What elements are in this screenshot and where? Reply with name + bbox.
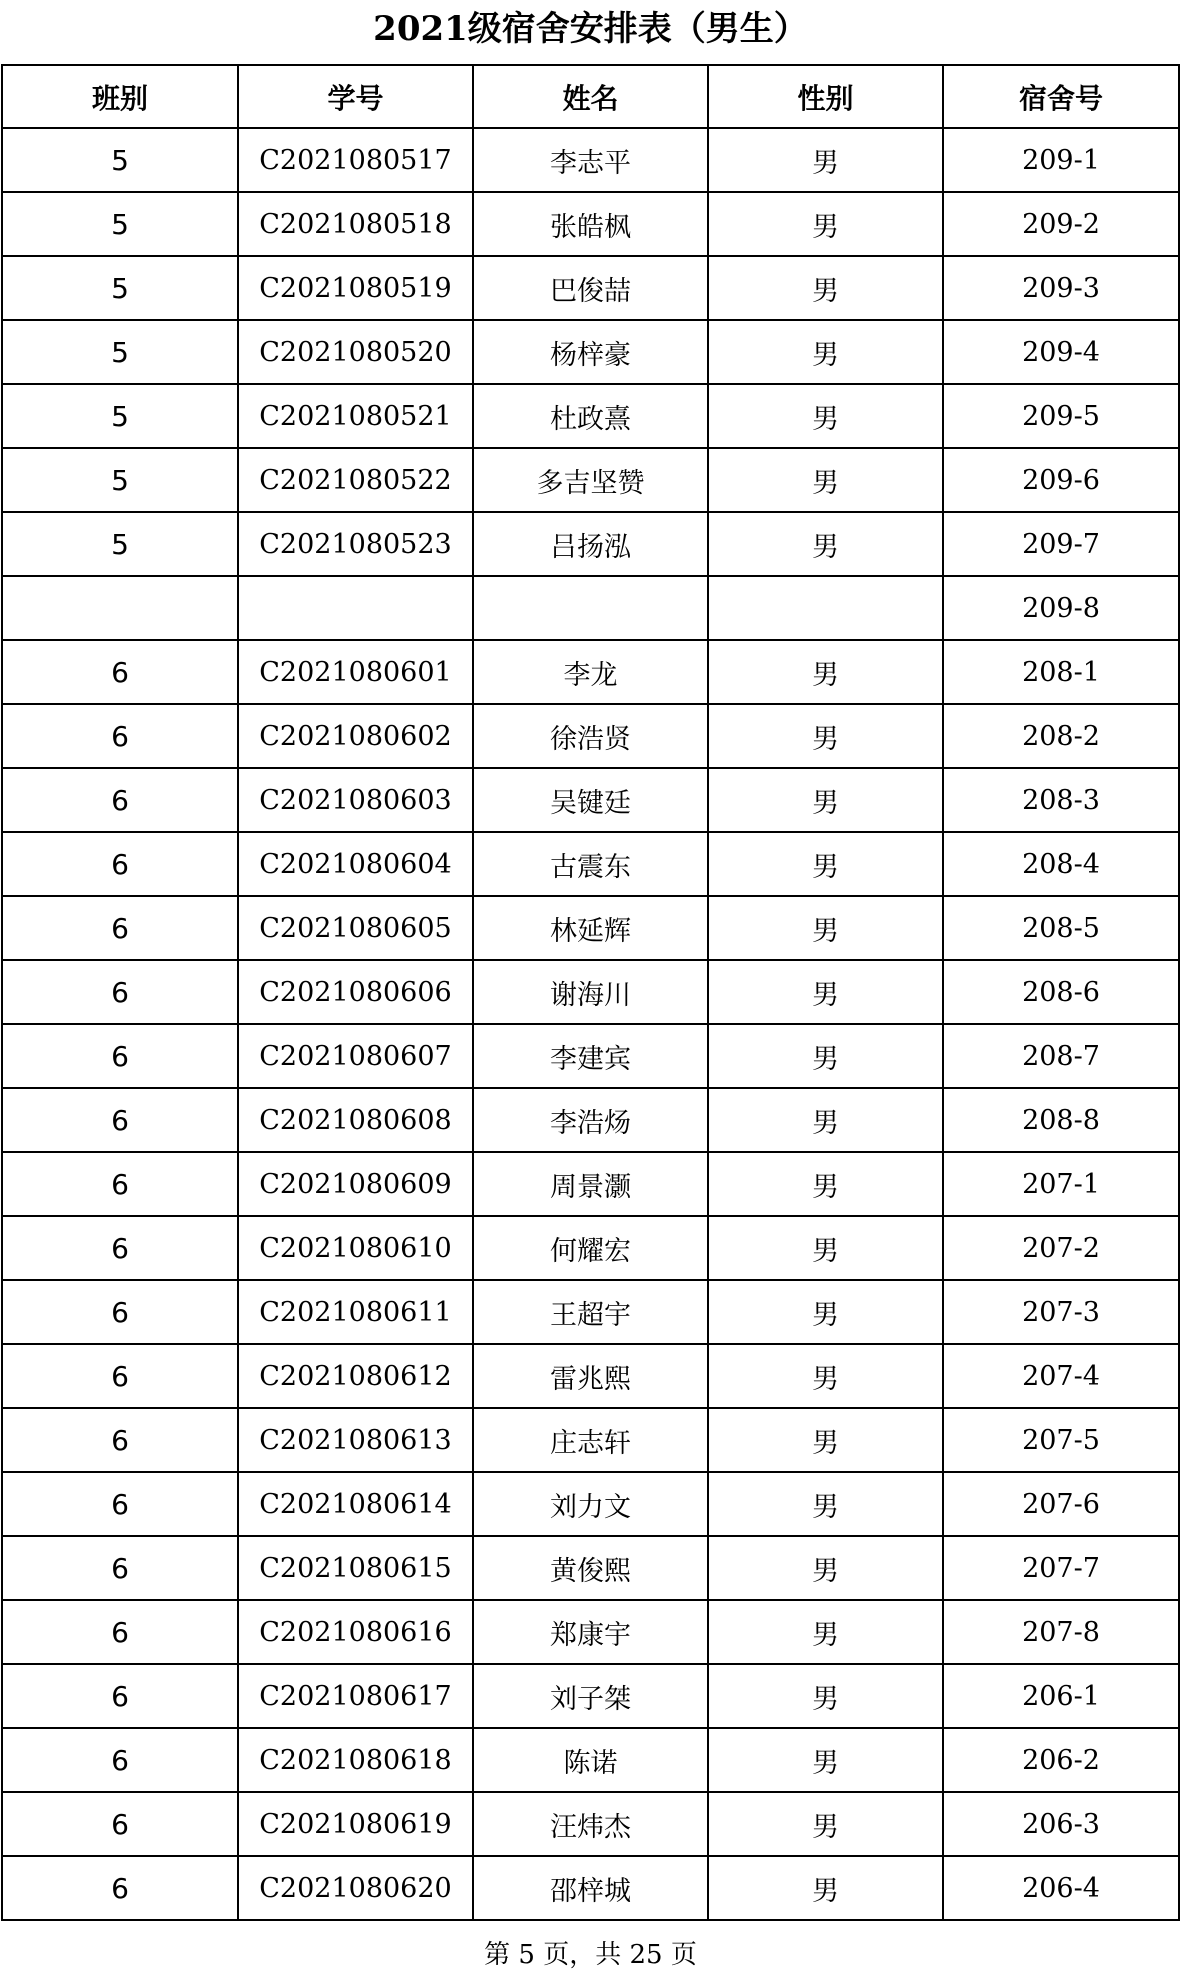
table-row: [2, 1472, 1179, 1536]
cell-class: 6: [2, 1600, 238, 1664]
table-row: [2, 1536, 1179, 1600]
table-row: [2, 1856, 1179, 1920]
cell-student-id: C2021080609: [238, 1152, 473, 1216]
table-body: [2, 128, 1179, 1920]
cell-class: 6: [2, 1664, 238, 1728]
cell-dorm-number: 207-2: [943, 1216, 1179, 1280]
cell-name: 黄俊熙: [473, 1536, 708, 1600]
cell-gender: 男: [708, 704, 943, 768]
cell-gender: 男: [708, 896, 943, 960]
cell-gender: 男: [708, 832, 943, 896]
header-name: 姓名: [473, 65, 708, 128]
table-row: [2, 1600, 1179, 1664]
cell-student-id: [238, 576, 473, 640]
table-row: [2, 640, 1179, 704]
table-row: [2, 1664, 1179, 1728]
cell-name: 杜政熹: [473, 384, 708, 448]
cell-name: 刘力文: [473, 1472, 708, 1536]
header-dorm-number: 宿舍号: [943, 65, 1179, 128]
cell-student-id: C2021080522: [238, 448, 473, 512]
cell-student-id: C2021080618: [238, 1728, 473, 1792]
cell-class: 6: [2, 768, 238, 832]
cell-class: 6: [2, 1728, 238, 1792]
cell-student-id: C2021080619: [238, 1792, 473, 1856]
cell-class: 6: [2, 832, 238, 896]
cell-class: 5: [2, 128, 238, 192]
cell-class: 6: [2, 1536, 238, 1600]
table-row: [2, 704, 1179, 768]
cell-gender: 男: [708, 1152, 943, 1216]
cell-dorm-number: 209-8: [943, 576, 1179, 640]
cell-class: 6: [2, 1088, 238, 1152]
cell-class: 5: [2, 448, 238, 512]
cell-dorm-number: 207-4: [943, 1344, 1179, 1408]
cell-gender: 男: [708, 640, 943, 704]
cell-dorm-number: 208-5: [943, 896, 1179, 960]
table-row: [2, 768, 1179, 832]
cell-name: 古震东: [473, 832, 708, 896]
cell-dorm-number: 207-7: [943, 1536, 1179, 1600]
cell-name: 王超宇: [473, 1280, 708, 1344]
cell-name: 雷兆熙: [473, 1344, 708, 1408]
cell-class: 6: [2, 1344, 238, 1408]
table-row: [2, 1280, 1179, 1344]
cell-student-id: C2021080615: [238, 1536, 473, 1600]
cell-gender: 男: [708, 320, 943, 384]
cell-student-id: C2021080517: [238, 128, 473, 192]
cell-student-id: C2021080613: [238, 1408, 473, 1472]
table-row: [2, 192, 1179, 256]
cell-class: 6: [2, 896, 238, 960]
table-row: [2, 896, 1179, 960]
cell-gender: 男: [708, 1472, 943, 1536]
cell-student-id: C2021080520: [238, 320, 473, 384]
table-header: [2, 65, 1179, 128]
cell-gender: 男: [708, 1216, 943, 1280]
cell-student-id: C2021080523: [238, 512, 473, 576]
cell-name: 李龙: [473, 640, 708, 704]
cell-gender: 男: [708, 1536, 943, 1600]
cell-class: 6: [2, 1856, 238, 1920]
cell-student-id: C2021080610: [238, 1216, 473, 1280]
cell-name: 李浩炀: [473, 1088, 708, 1152]
cell-student-id: C2021080608: [238, 1088, 473, 1152]
cell-dorm-number: 206-4: [943, 1856, 1179, 1920]
cell-name: 徐浩贤: [473, 704, 708, 768]
cell-student-id: C2021080606: [238, 960, 473, 1024]
cell-gender: 男: [708, 384, 943, 448]
cell-student-id: C2021080602: [238, 704, 473, 768]
table-row: [2, 1344, 1179, 1408]
cell-name: 多吉坚赞: [473, 448, 708, 512]
cell-name: 谢海川: [473, 960, 708, 1024]
cell-gender: 男: [708, 128, 943, 192]
header-student-id: 学号: [238, 65, 473, 128]
cell-name: 刘子桀: [473, 1664, 708, 1728]
cell-name: 庄志轩: [473, 1408, 708, 1472]
cell-dorm-number: 208-8: [943, 1088, 1179, 1152]
cell-dorm-number: 209-2: [943, 192, 1179, 256]
cell-class: 5: [2, 192, 238, 256]
cell-class: 6: [2, 640, 238, 704]
table-row: [2, 1088, 1179, 1152]
table-row: [2, 1152, 1179, 1216]
table-row: [2, 832, 1179, 896]
cell-gender: [708, 576, 943, 640]
cell-name: 何耀宏: [473, 1216, 708, 1280]
cell-dorm-number: 208-1: [943, 640, 1179, 704]
cell-class: 6: [2, 1024, 238, 1088]
cell-name: 郑康宇: [473, 1600, 708, 1664]
cell-dorm-number: 207-8: [943, 1600, 1179, 1664]
cell-student-id: C2021080601: [238, 640, 473, 704]
table-row: [2, 1408, 1179, 1472]
cell-name: 巴俊喆: [473, 256, 708, 320]
cell-class: 6: [2, 1408, 238, 1472]
cell-student-id: C2021080616: [238, 1600, 473, 1664]
cell-name: 杨梓豪: [473, 320, 708, 384]
table-row: [2, 448, 1179, 512]
cell-dorm-number: 207-3: [943, 1280, 1179, 1344]
cell-gender: 男: [708, 1024, 943, 1088]
cell-class: 6: [2, 1792, 238, 1856]
table-row: [2, 384, 1179, 448]
cell-dorm-number: 206-1: [943, 1664, 1179, 1728]
cell-class: 6: [2, 1216, 238, 1280]
dormitory-table: [1, 64, 1180, 1921]
cell-student-id: C2021080620: [238, 1856, 473, 1920]
cell-student-id: C2021080612: [238, 1344, 473, 1408]
cell-gender: 男: [708, 256, 943, 320]
cell-dorm-number: 208-7: [943, 1024, 1179, 1088]
cell-gender: 男: [708, 768, 943, 832]
cell-student-id: C2021080617: [238, 1664, 473, 1728]
cell-dorm-number: 209-6: [943, 448, 1179, 512]
cell-gender: 男: [708, 448, 943, 512]
cell-dorm-number: 207-6: [943, 1472, 1179, 1536]
table-row: [2, 1792, 1179, 1856]
cell-gender: 男: [708, 1856, 943, 1920]
cell-dorm-number: 208-4: [943, 832, 1179, 896]
cell-class: [2, 576, 238, 640]
cell-dorm-number: 207-1: [943, 1152, 1179, 1216]
cell-dorm-number: 208-2: [943, 704, 1179, 768]
table-row: [2, 256, 1179, 320]
header-row: [2, 65, 1179, 128]
cell-name: 吴键廷: [473, 768, 708, 832]
cell-dorm-number: 209-1: [943, 128, 1179, 192]
cell-dorm-number: 209-7: [943, 512, 1179, 576]
cell-name: 李建宾: [473, 1024, 708, 1088]
cell-student-id: C2021080611: [238, 1280, 473, 1344]
cell-name: 吕扬泓: [473, 512, 708, 576]
cell-class: 6: [2, 704, 238, 768]
cell-student-id: C2021080603: [238, 768, 473, 832]
cell-dorm-number: 207-5: [943, 1408, 1179, 1472]
cell-gender: 男: [708, 1792, 943, 1856]
cell-dorm-number: 208-3: [943, 768, 1179, 832]
cell-student-id: C2021080604: [238, 832, 473, 896]
cell-gender: 男: [708, 1280, 943, 1344]
page-footer: 第 5 页，共 25 页: [484, 1940, 697, 1970]
cell-student-id: C2021080519: [238, 256, 473, 320]
table-row: [2, 1024, 1179, 1088]
cell-student-id: C2021080605: [238, 896, 473, 960]
cell-name: 汪炜杰: [473, 1792, 708, 1856]
cell-gender: 男: [708, 1088, 943, 1152]
table-row: [2, 960, 1179, 1024]
table-row: [2, 320, 1179, 384]
cell-name: 李志平: [473, 128, 708, 192]
cell-gender: 男: [708, 512, 943, 576]
cell-class: 5: [2, 384, 238, 448]
cell-student-id: C2021080518: [238, 192, 473, 256]
cell-name: 邵梓城: [473, 1856, 708, 1920]
cell-dorm-number: 209-4: [943, 320, 1179, 384]
page-title: 2021级宿舍安排表（男生）: [373, 9, 808, 49]
cell-gender: 男: [708, 1728, 943, 1792]
cell-name: 林延辉: [473, 896, 708, 960]
cell-gender: 男: [708, 1408, 943, 1472]
header-gender: 性别: [708, 65, 943, 128]
cell-gender: 男: [708, 1600, 943, 1664]
cell-gender: 男: [708, 1344, 943, 1408]
cell-gender: 男: [708, 960, 943, 1024]
cell-gender: 男: [708, 1664, 943, 1728]
cell-class: 6: [2, 960, 238, 1024]
header-class: 班别: [2, 65, 238, 128]
cell-dorm-number: 208-6: [943, 960, 1179, 1024]
cell-dorm-number: 209-5: [943, 384, 1179, 448]
cell-dorm-number: 206-2: [943, 1728, 1179, 1792]
cell-name: 张皓枫: [473, 192, 708, 256]
cell-student-id: C2021080607: [238, 1024, 473, 1088]
table-row: [2, 128, 1179, 192]
cell-student-id: C2021080521: [238, 384, 473, 448]
cell-dorm-number: 206-3: [943, 1792, 1179, 1856]
cell-dorm-number: 209-3: [943, 256, 1179, 320]
table-row: [2, 1728, 1179, 1792]
cell-class: 6: [2, 1152, 238, 1216]
cell-student-id: C2021080614: [238, 1472, 473, 1536]
cell-class: 6: [2, 1280, 238, 1344]
cell-class: 5: [2, 256, 238, 320]
cell-class: 5: [2, 512, 238, 576]
cell-class: 5: [2, 320, 238, 384]
table-row: [2, 576, 1179, 640]
table-row: [2, 1216, 1179, 1280]
cell-class: 6: [2, 1472, 238, 1536]
cell-name: 周景灏: [473, 1152, 708, 1216]
cell-name: [473, 576, 708, 640]
table-row: [2, 512, 1179, 576]
cell-gender: 男: [708, 192, 943, 256]
cell-name: 陈诺: [473, 1728, 708, 1792]
